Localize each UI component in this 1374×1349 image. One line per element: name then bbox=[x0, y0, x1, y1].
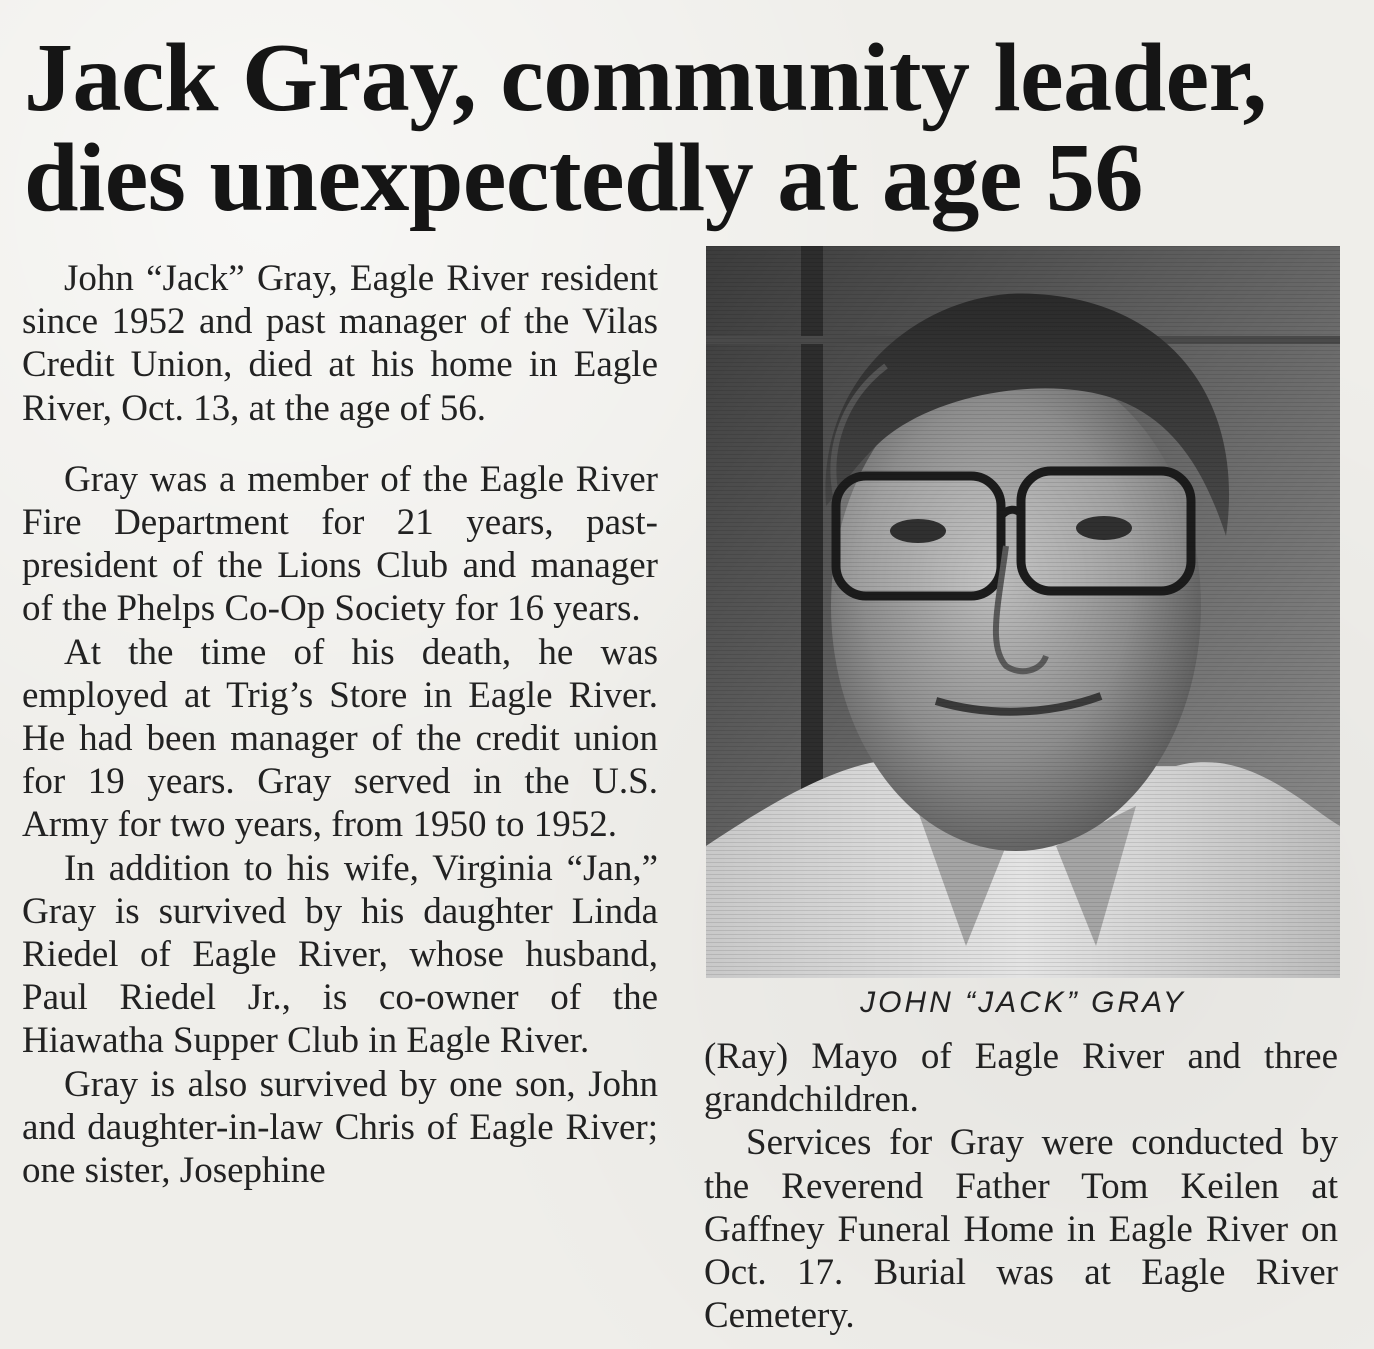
paragraph-intro: John “Jack” Gray, Eagle River resident since 1952 and past manager of the Vilas Credit Union, died at his home in Eagle River, Oct. 13, at the age of 56. bbox=[22, 258, 658, 429]
paragraph-family: Gray is also survived by one son, John and daughter-in-law Chris of Eagle River; one sister, Josephine bbox=[22, 1063, 658, 1192]
headline bbox=[24, 24, 1344, 232]
portrait-illustration bbox=[706, 246, 1340, 978]
photo-caption: JOHN “JACK” GRAY bbox=[860, 986, 1186, 1019]
portrait-photo bbox=[706, 246, 1340, 978]
right-column bbox=[704, 1035, 1338, 1337]
paragraph-survivors: In addition to his wife, Virginia “Jan,” Gray is survived by his daughter Linda Riedel of Eagle River, whose husband, Paul Riedel Jr., is co-owner of the Hiawatha Supper Club in Eagle River. bbox=[22, 847, 658, 1062]
paragraph-employment: At the time of his death, he was employed at Trig’s Store in Eagle River. He had been manager of the credit union for 19 years. Gray served in the U.S. Army for two years, from 1950 to 1952. bbox=[22, 631, 658, 846]
paragraph-fire-department: Gray was a member of the Eagle River Fire Department for 21 years, past-president of the Lions Club and manager of the Phelps Co-Op Society for 16 years. bbox=[22, 458, 658, 630]
paragraph-family-continued: (Ray) Mayo of Eagle River and three grandchildren. bbox=[704, 1036, 1338, 1121]
left-column bbox=[22, 257, 658, 1192]
headline-line-1: Jack Gray, community leader, bbox=[24, 24, 1267, 132]
paragraph-services: Services for Gray were conducted by the Reverend Father Tom Keilen at Gaffney Funeral Home in Eagle River on Oct. 17. Burial was at Eagle River Cemetery. bbox=[704, 1122, 1338, 1337]
headline-line-2: dies unexpectedly at age 56 bbox=[24, 124, 1143, 232]
